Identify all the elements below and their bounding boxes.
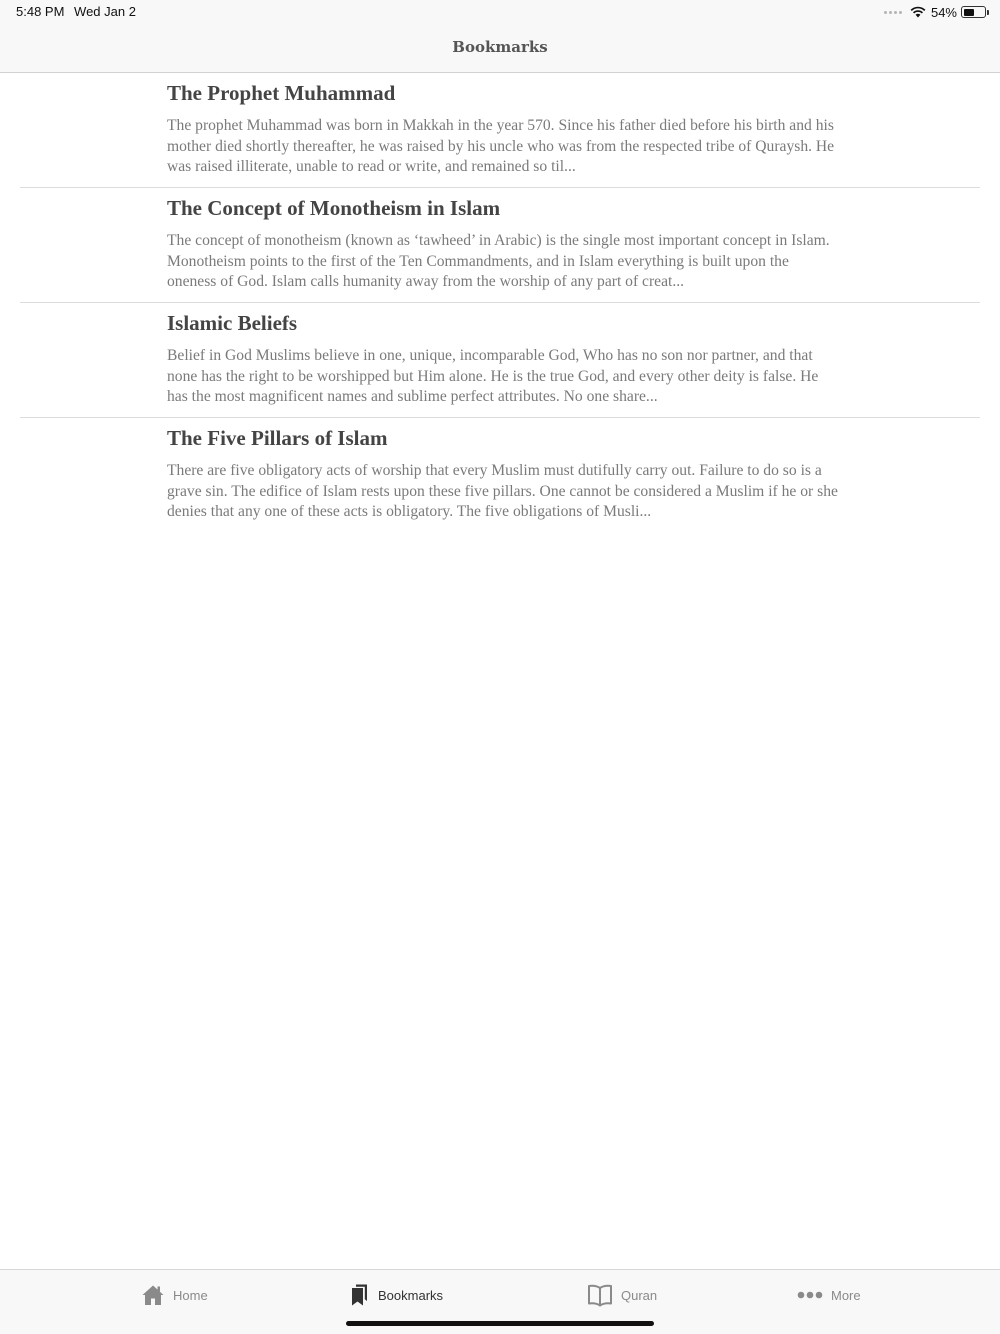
status-date: Wed Jan 2 — [74, 4, 136, 19]
bookmark-item[interactable] — [20, 303, 980, 418]
tab-more[interactable] — [797, 1282, 861, 1308]
bookmark-item[interactable] — [20, 73, 980, 188]
home-icon — [141, 1283, 165, 1307]
page-title: Bookmarks — [452, 38, 548, 56]
tab-quran-label: Quran — [621, 1287, 658, 1303]
wifi-icon — [910, 6, 926, 18]
book-icon — [587, 1283, 613, 1307]
status-bar — [0, 0, 1000, 24]
tab-bookmarks-label: Bookmarks — [378, 1287, 444, 1303]
tab-quran[interactable] — [587, 1282, 657, 1308]
bookmark-title: The Five Pillars of Islam — [167, 426, 388, 450]
battery-percentage: 54% — [930, 4, 957, 20]
bookmark-title: The Concept of Monotheism in Islam — [167, 196, 501, 220]
status-time-date — [16, 4, 142, 19]
tab-bookmarks[interactable] — [350, 1282, 443, 1308]
bookmarks-icon — [350, 1283, 370, 1307]
status-indicators — [884, 3, 986, 21]
tab-home-label: Home — [173, 1287, 208, 1303]
status-time: 5:48 PM — [16, 4, 65, 19]
bookmark-item[interactable] — [20, 188, 980, 303]
bookmark-excerpt: There are five obligatory acts of worship that every Muslim must dutifully carry out. Failure to do so is a grave sin. The edifice of Islam rests upon these five pillars. One cannot be considered a Muslim if he or she denies that any one of these acts is obligatory. The five obligations of Musli... — [167, 462, 838, 521]
tab-more-label: More — [831, 1287, 861, 1303]
cellular-signal-icon — [884, 11, 902, 14]
navigation-bar — [0, 24, 1000, 73]
bookmark-excerpt: Belief in God Muslims believe in one, unique, incomparable God, Who has no son nor partner, and that none has the right to be worshipped but Him alone. He is the true God, and every other deity is false. He has the most magnificent names and sublime perfect attributes. No one share... — [167, 347, 819, 406]
bookmark-excerpt: The concept of monotheism (known as ‘tawheed’ in Arabic) is the single most important concept in Islam. Monotheism points to the first of the Ten Commandments, and in Islam everything is built upon the oneness of God. Islam calls humanity away from the worship of any part of creat... — [167, 232, 830, 291]
bookmark-excerpt: The prophet Muhammad was born in Makkah in the year 570. Since his father died before his birth and his mother died shortly thereafter, he was raised by his uncle who was from the respected tribe of Quraysh. He was raised illiterate, unable to read or write, and remained so til... — [167, 117, 835, 176]
bookmark-list — [0, 73, 1000, 533]
tab-home[interactable] — [141, 1282, 208, 1308]
more-dots-icon — [797, 1283, 823, 1307]
bookmark-item[interactable] — [20, 418, 980, 533]
bookmark-title: Islamic Beliefs — [167, 311, 298, 335]
battery-icon — [961, 6, 986, 18]
home-indicator — [346, 1321, 654, 1326]
bookmark-title: The Prophet Muhammad — [167, 81, 396, 105]
